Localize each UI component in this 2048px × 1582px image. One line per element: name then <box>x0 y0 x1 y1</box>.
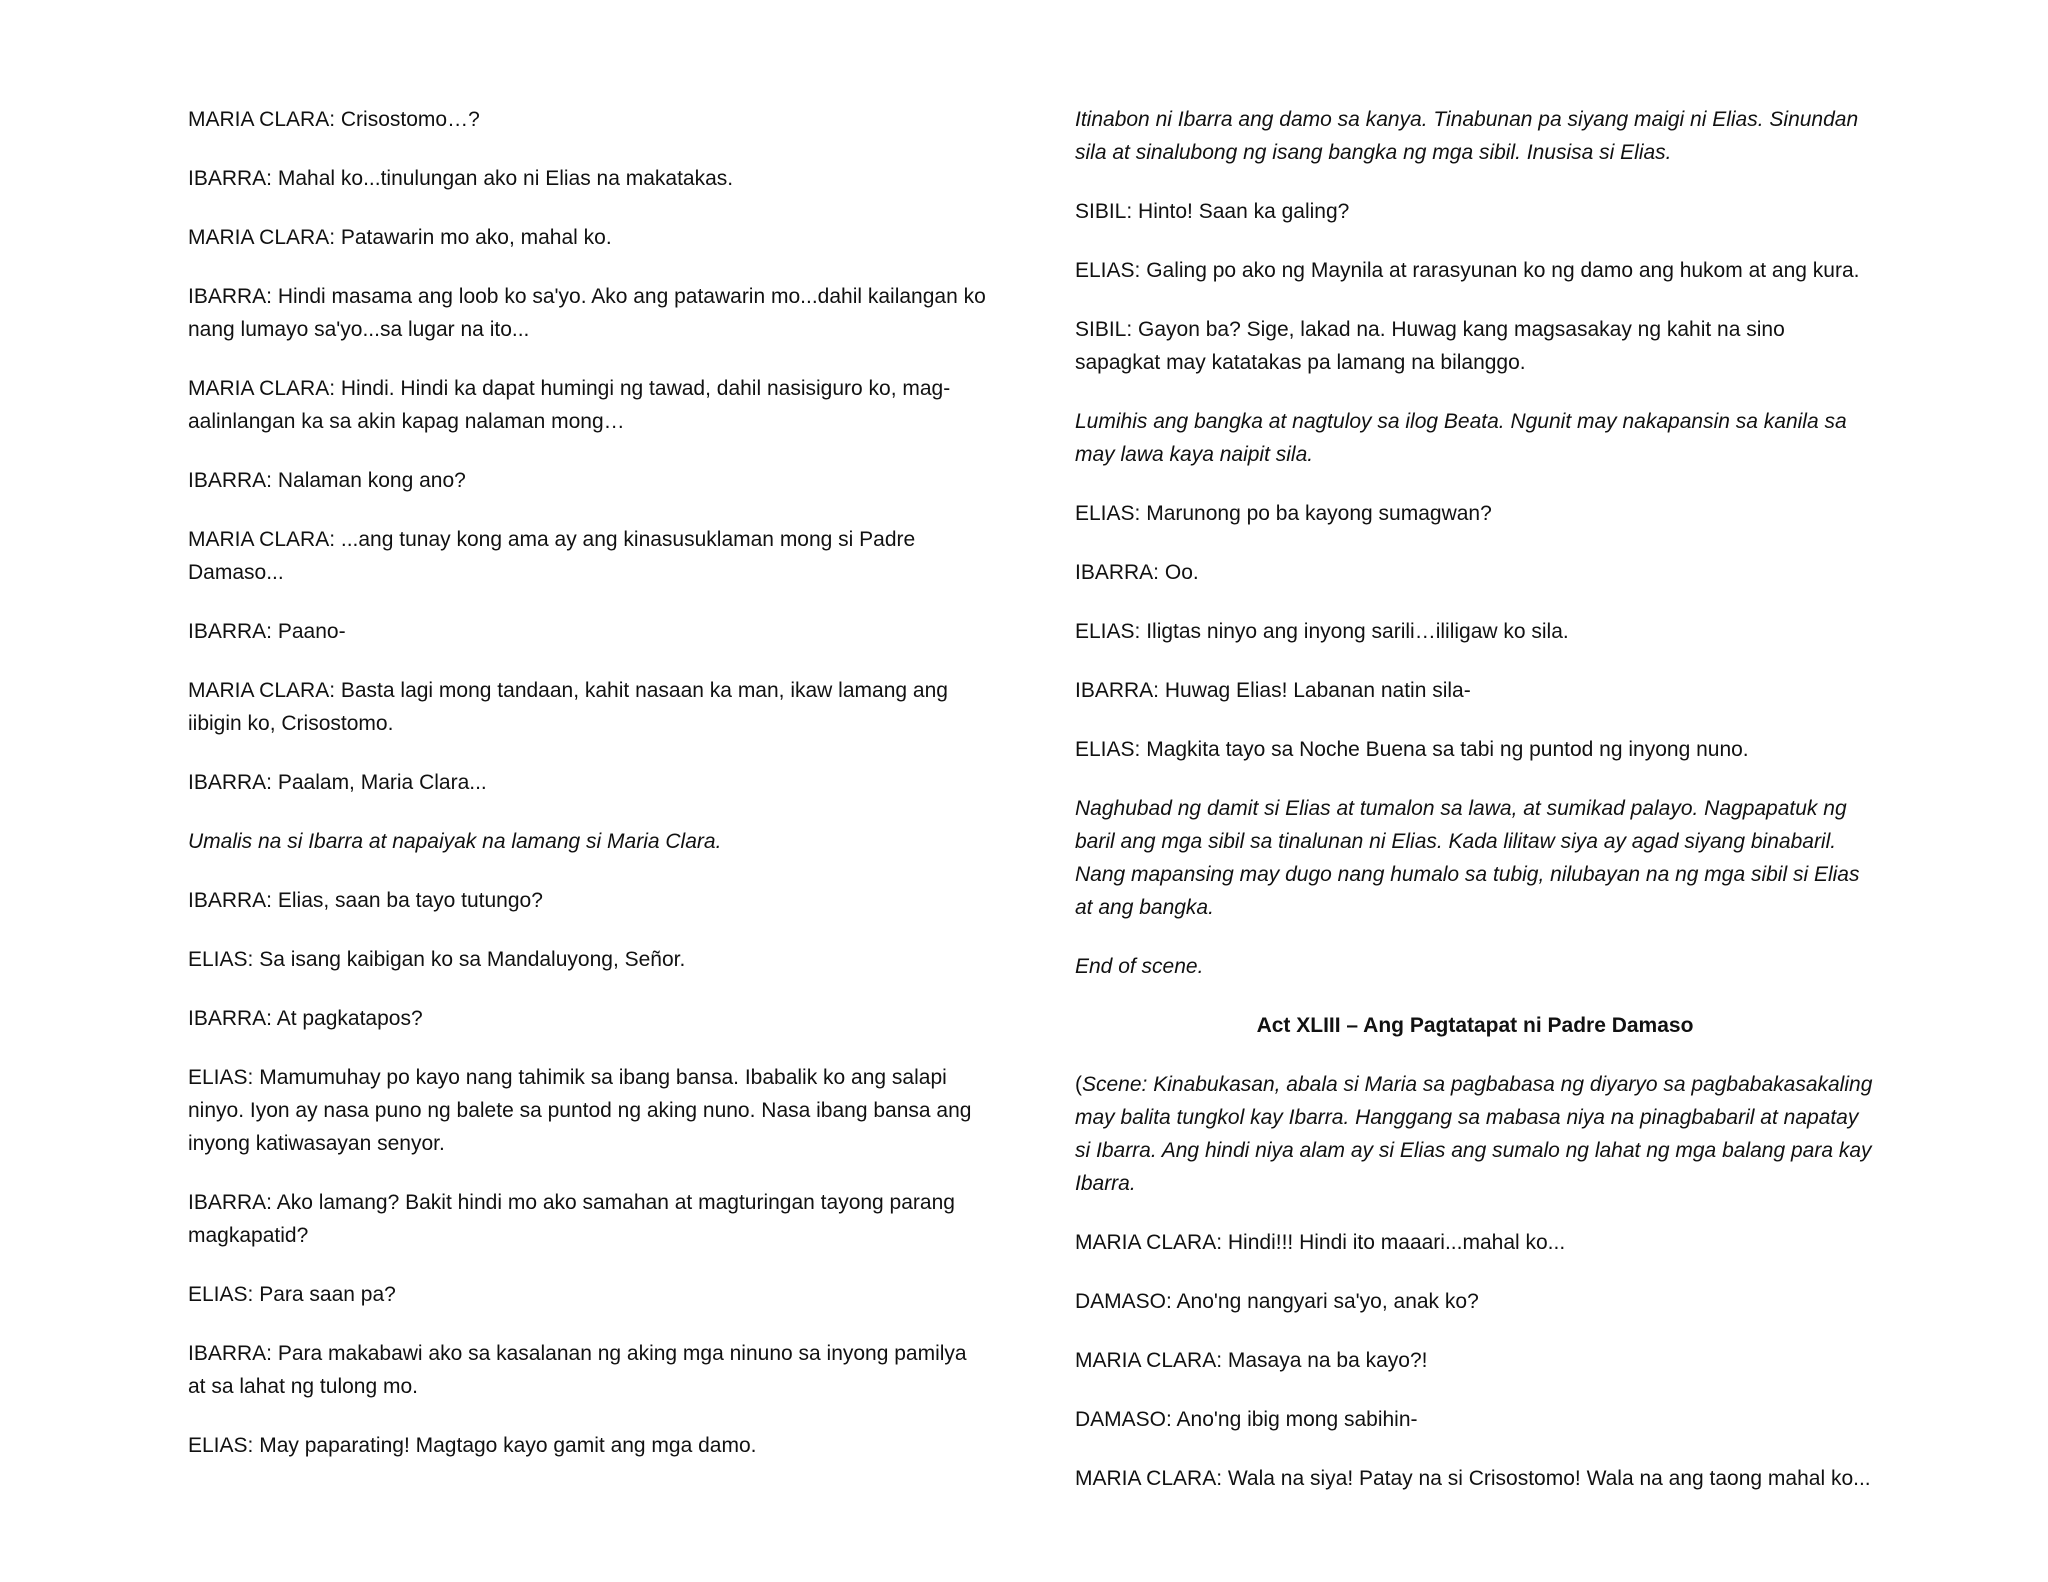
dialogue-line: MARIA CLARA: Wala na siya! Patay na si Crisostomo! Wala na ang taong mahal ko... <box>1075 1467 1871 1490</box>
dialogue-line: IBARRA: Ako lamang? Bakit hindi mo ako samahan at magturingan tayong parang magkapatid? <box>188 1191 955 1247</box>
stage-direction: Umalis na si Ibarra at napaiyak na lamang si Maria Clara. <box>188 830 722 853</box>
right-column <box>1075 103 1875 1521</box>
dialogue-line: MARIA CLARA: Hindi!!! Hindi ito maaari...mahal ko... <box>1075 1231 1566 1254</box>
dialogue-line: MARIA CLARA: ...ang tunay kong ama ay ang kinasusuklaman mong si Padre Damaso... <box>188 528 916 584</box>
dialogue-line: MARIA CLARA: Hindi. Hindi ka dapat humingi ng tawad, dahil nasisiguro ko, mag-aalinlangan ka sa akin kapag nalaman mong… <box>188 377 951 433</box>
stage-direction: End of scene. <box>1075 955 1204 978</box>
dialogue-line: IBARRA: At pagkatapos? <box>188 1007 423 1030</box>
dialogue-line: SIBIL: Gayon ba? Sige, lakad na. Huwag kang magsasakay ng kahit na sino sapagkat may katatakas pa lamang na bilanggo. <box>1075 318 1785 374</box>
right-column-after-heading <box>1075 1226 1875 1495</box>
dialogue-line: ELIAS: Magkita tayo sa Noche Buena sa tabi ng puntod ng inyong nuno. <box>1075 738 1749 761</box>
stage-direction: Lumihis ang bangka at nagtuloy sa ilog Beata. Ngunit may nakapansin sa kanila sa may lawa kaya naipit sila. <box>1075 410 1847 466</box>
stage-direction: Naghubad ng damit si Elias at tumalon sa lawa, at sumikad palayo. Nagpapatuk ng baril ang mga sibil sa tinalunan ni Elias. Kada lilitaw siya ay agad siyang binabaril. Nang mapansing may dugo nang humalo sa tubig, nilubayan na ng mga sibil si Elias at ang bangka. <box>1075 797 1860 919</box>
dialogue-line: ELIAS: Marunong po ba kayong sumagwan? <box>1075 502 1492 525</box>
dialogue-line: IBARRA: Mahal ko...tinulungan ako ni Elias na makatakas. <box>188 167 734 190</box>
dialogue-line: MARIA CLARA: Crisostomo…? <box>188 108 480 131</box>
dialogue-line: DAMASO: Ano'ng nangyari sa'yo, anak ko? <box>1075 1290 1479 1313</box>
dialogue-line: IBARRA: Oo. <box>1075 561 1199 584</box>
dialogue-line: ELIAS: Sa isang kaibigan ko sa Mandaluyong, Señor. <box>188 948 686 971</box>
stage-direction: Itinabon ni Ibarra ang damo sa kanya. Tinabunan pa siyang maigi ni Elias. Sinundan sila at sinalubong ng isang bangka ng mga sibil. Inusisa si Elias. <box>1075 108 1859 164</box>
scene-description <box>1075 1068 1875 1200</box>
dialogue-line: IBARRA: Paalam, Maria Clara... <box>188 771 487 794</box>
dialogue-line: ELIAS: Mamumuhay po kayo nang tahimik sa ibang bansa. Ibabalik ko ang salapi ninyo. Iyon ay nasa puno ng balete sa puntod ng aking nuno. Nasa ibang bansa ang inyong katiwasayan senyor. <box>188 1066 972 1155</box>
dialogue-line: MARIA CLARA: Basta lagi mong tandaan, kahit nasaan ka man, ikaw lamang ang iibigin ko, Crisostomo. <box>188 679 948 735</box>
dialogue-line: ELIAS: May paparating! Magtago kayo gamit ang mga damo. <box>188 1434 757 1457</box>
dialogue-line: IBARRA: Para makabawi ako sa kasalanan ng aking mga ninuno sa inyong pamilya at sa lahat ng tulong mo. <box>188 1342 967 1398</box>
dialogue-line: DAMASO: Ano'ng ibig mong sabihin- <box>1075 1408 1418 1431</box>
dialogue-line: MARIA CLARA: Masaya na ba kayo?! <box>1075 1349 1428 1372</box>
dialogue-line: IBARRA: Huwag Elias! Labanan natin sila- <box>1075 679 1471 702</box>
dialogue-line: MARIA CLARA: Patawarin mo ako, mahal ko. <box>188 226 612 249</box>
dialogue-line: ELIAS: Iligtas ninyo ang inyong sarili…ililigaw ko sila. <box>1075 620 1569 643</box>
left-column <box>188 103 988 1488</box>
act-heading: Act XLIII – Ang Pagtatapat ni Padre Damaso <box>1256 1014 1694 1037</box>
dialogue-line: SIBIL: Hinto! Saan ka galing? <box>1075 200 1350 223</box>
dialogue-line: ELIAS: Para saan pa? <box>188 1283 396 1306</box>
scene-paren: ( <box>1075 1073 1082 1096</box>
dialogue-line: ELIAS: Galing po ako ng Maynila at rarasyunan ko ng damo ang hukom at ang kura. <box>1075 259 1860 282</box>
dialogue-line: IBARRA: Paano- <box>188 620 346 643</box>
dialogue-line: IBARRA: Hindi masama ang loob ko sa'yo. Ako ang patawarin mo...dahil kailangan ko nang lumayo sa'yo...sa lugar na ito... <box>188 285 986 341</box>
right-column-before-heading <box>1075 103 1875 983</box>
scene-text: Scene: Kinabukasan, abala si Maria sa pagbabasa ng diyaryo sa pagbabakasakaling may balita tungkol kay Ibarra. Hanggang sa mabasa niya na pinagbabaril at napatay si Ibarra. Ang hindi niya alam ay si Elias ang sumalo ng lahat ng mga balang para kay Ibarra. <box>1075 1073 1873 1195</box>
dialogue-line: IBARRA: Elias, saan ba tayo tutungo? <box>188 889 543 912</box>
dialogue-line: IBARRA: Nalaman kong ano? <box>188 469 466 492</box>
